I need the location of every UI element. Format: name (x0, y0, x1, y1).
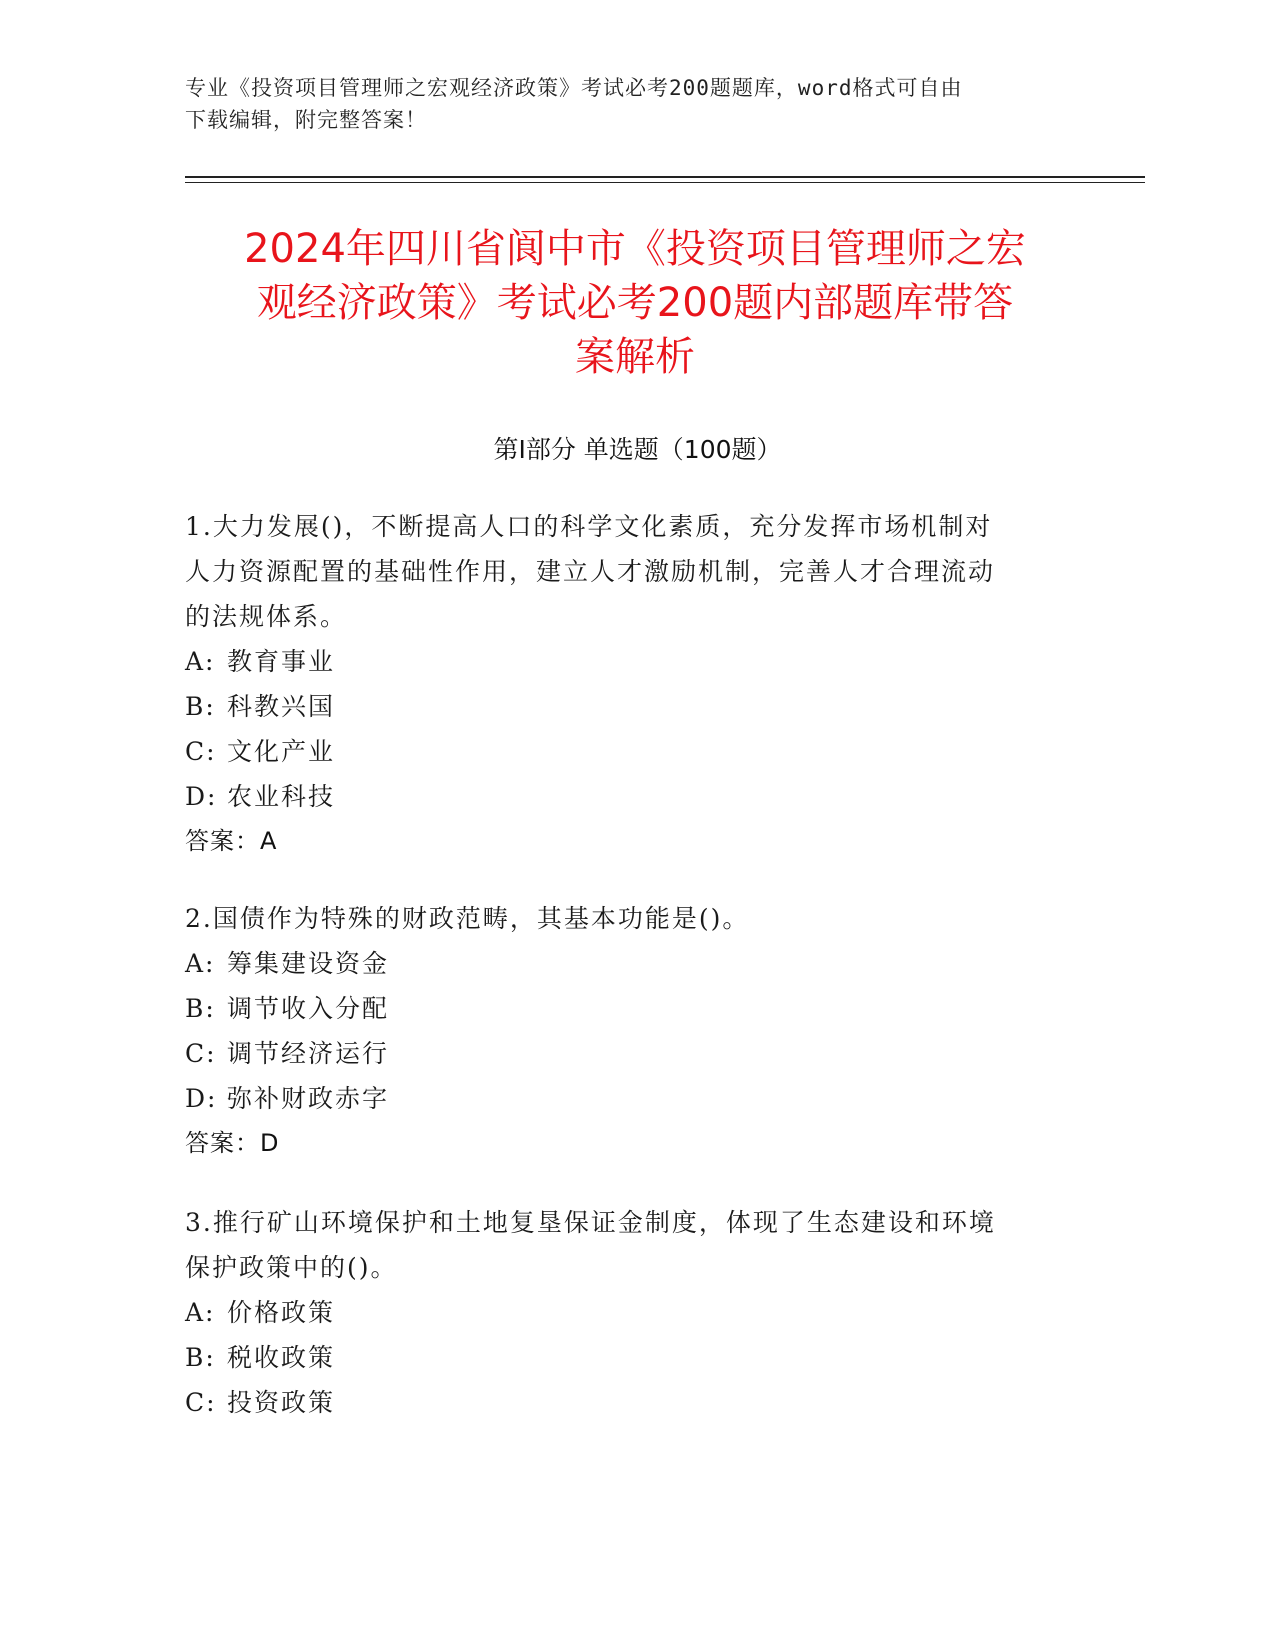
option-letter: B: (185, 1343, 216, 1372)
option-letter: A: (185, 1298, 216, 1327)
option-a (185, 941, 1065, 986)
title-line: 观经济政策》考试必考200题内部题库带答 (256, 280, 1014, 326)
option-letter: B: (185, 692, 216, 721)
question-stem-line: 保护政策中的()。 (185, 1253, 398, 1282)
question-stem-line: 2.国债作为特殊的财政范畴，其基本功能是()。 (185, 904, 750, 933)
option-text: 调节收入分配 (227, 994, 390, 1023)
option-text: 筹集建设资金 (227, 949, 390, 978)
answer-line: 答案：D (185, 1129, 280, 1157)
document-title (175, 222, 1095, 384)
header-divider (185, 176, 1145, 178)
option-letter: C: (185, 1388, 217, 1417)
option-b (185, 684, 1065, 729)
option-letter: D: (185, 782, 218, 811)
title-line: 案解析 (575, 334, 695, 380)
option-text: 弥补财政赤字 (227, 1084, 390, 1113)
option-letter: C: (185, 737, 217, 766)
option-text: 税收政策 (227, 1343, 336, 1372)
title-line: 2024年四川省阆中市《投资项目管理师之宏 (244, 226, 1026, 272)
option-letter: A: (185, 647, 216, 676)
option-d (185, 774, 1065, 819)
option-text: 教育事业 (227, 647, 336, 676)
question-2 (185, 896, 1065, 1166)
header-note-line: 专业《投资项目管理师之宏观经济政策》考试必考200题题库，word格式可自由 (185, 76, 963, 100)
option-letter: D: (185, 1084, 218, 1113)
option-text: 调节经济运行 (227, 1039, 390, 1068)
option-text: 投资政策 (227, 1388, 336, 1417)
header-note (185, 72, 1085, 136)
option-text: 科教兴国 (227, 692, 336, 721)
answer-line: 答案：A (185, 827, 278, 855)
question-3 (185, 1200, 1065, 1425)
question-stem-line: 人力资源配置的基础性作用，建立人才激励机制，完善人才合理流动 (185, 557, 996, 586)
option-c (185, 1380, 1065, 1425)
option-c (185, 1031, 1065, 1076)
option-b (185, 986, 1065, 1031)
option-text: 价格政策 (227, 1298, 336, 1327)
section-heading: 第Ⅰ部分 单选题（100题） (493, 435, 782, 464)
header-divider-thin (185, 182, 1145, 183)
option-text: 农业科技 (227, 782, 336, 811)
option-letter: C: (185, 1039, 217, 1068)
question-1 (185, 504, 1065, 864)
header-note-line: 下载编辑，附完整答案！ (185, 108, 427, 132)
option-c (185, 729, 1065, 774)
option-text: 文化产业 (227, 737, 336, 766)
option-a (185, 1290, 1065, 1335)
option-letter: A: (185, 949, 216, 978)
option-a (185, 639, 1065, 684)
question-stem-line: 1.大力发展()，不断提高人口的科学文化素质，充分发挥市场机制对 (185, 512, 993, 541)
option-d (185, 1076, 1065, 1121)
question-stem-line: 的法规体系。 (185, 602, 348, 631)
option-b (185, 1335, 1065, 1380)
question-stem-line: 3.推行矿山环境保护和土地复垦保证金制度，体现了生态建设和环境 (185, 1208, 996, 1237)
option-letter: B: (185, 994, 216, 1023)
